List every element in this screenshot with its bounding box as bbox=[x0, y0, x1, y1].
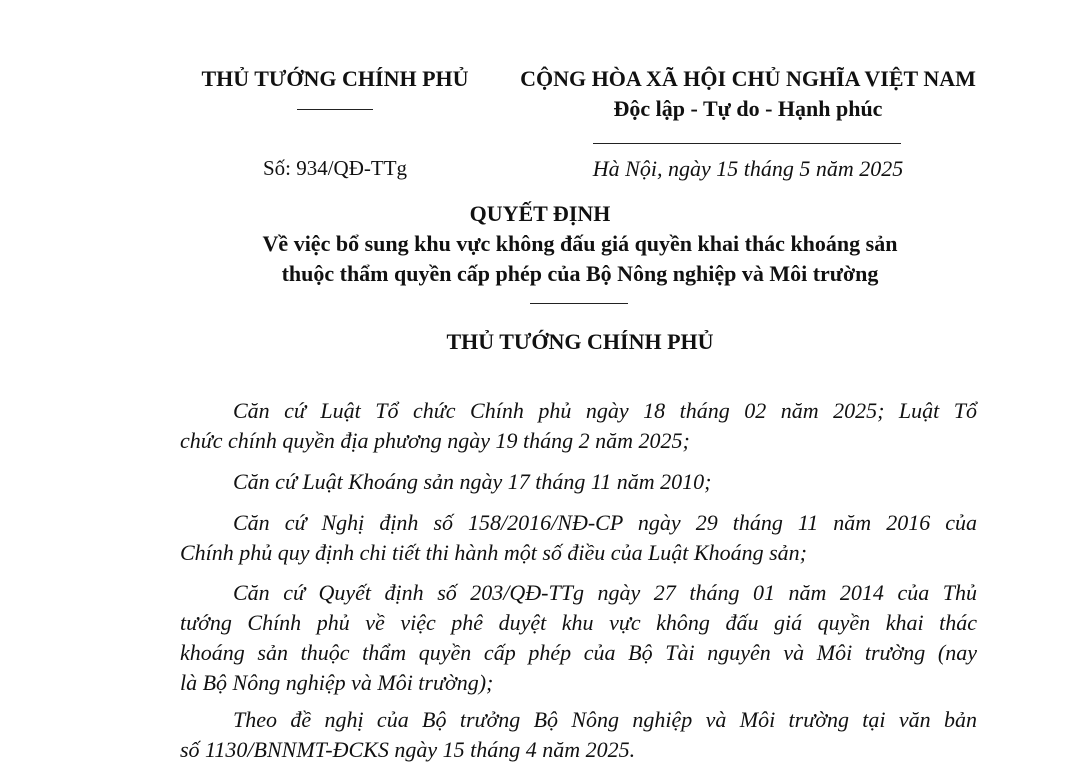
national-title: CỘNG HÒA XÃ HỘI CHỦ NGHĨA VIỆT NAM bbox=[520, 66, 976, 91]
issuer-heading: THỦ TƯỚNG CHÍNH PHỦ bbox=[446, 329, 714, 354]
document-subject-line: thuộc thẩm quyền cấp phép của Bộ Nông nghiệp và Môi trường bbox=[281, 261, 879, 286]
preamble-line: tướng Chính phủ về việc phê duyệt khu vực không đấu giá quyền khai thác bbox=[180, 610, 977, 635]
motto-underline bbox=[593, 143, 901, 144]
issuer-underline bbox=[297, 109, 373, 110]
preamble-line: Chính phủ quy định chi tiết thi hành một số điều của Luật Khoáng sản; bbox=[180, 540, 807, 565]
preamble-line: chức chính quyền địa phương ngày 19 tháng 2 năm 2025; bbox=[180, 428, 690, 453]
preamble-line: là Bộ Nông nghiệp và Môi trường); bbox=[180, 670, 494, 695]
preamble-line: Căn cứ Luật Tổ chức Chính phủ ngày 18 tháng 02 năm 2025; Luật Tổ bbox=[233, 398, 977, 423]
preamble-line: số 1130/BNNMT-ĐCKS ngày 15 tháng 4 năm 2025. bbox=[180, 737, 636, 762]
preamble-line: Theo đề nghị của Bộ trưởng Bộ Nông nghiệp và Môi trường tại văn bản bbox=[233, 707, 977, 732]
document-type-heading: QUYẾT ĐỊNH bbox=[469, 201, 611, 226]
preamble-line: Căn cứ Nghị định số 158/2016/NĐ-CP ngày 29 tháng 11 năm 2016 của bbox=[233, 510, 977, 535]
subject-divider bbox=[530, 303, 628, 304]
national-motto: Độc lập - Tự do - Hạnh phúc bbox=[613, 96, 883, 121]
preamble-line: Căn cứ Quyết định số 203/QĐ-TTg ngày 27 tháng 01 năm 2014 của Thủ bbox=[233, 580, 977, 605]
issuing-authority: THỦ TƯỚNG CHÍNH PHỦ bbox=[201, 66, 469, 91]
place-and-date: Hà Nội, ngày 15 tháng 5 năm 2025 bbox=[592, 156, 904, 181]
document-number: Số: 934/QĐ-TTg bbox=[262, 156, 408, 180]
document-subject-line: Về việc bổ sung khu vực không đấu giá quyền khai thác khoáng sản bbox=[262, 231, 898, 256]
preamble-line: Căn cứ Luật Khoáng sản ngày 17 tháng 11 năm 2010; bbox=[233, 469, 712, 494]
preamble-line: khoáng sản thuộc thẩm quyền cấp phép của Bộ Tài nguyên và Môi trường (nay bbox=[180, 640, 977, 665]
